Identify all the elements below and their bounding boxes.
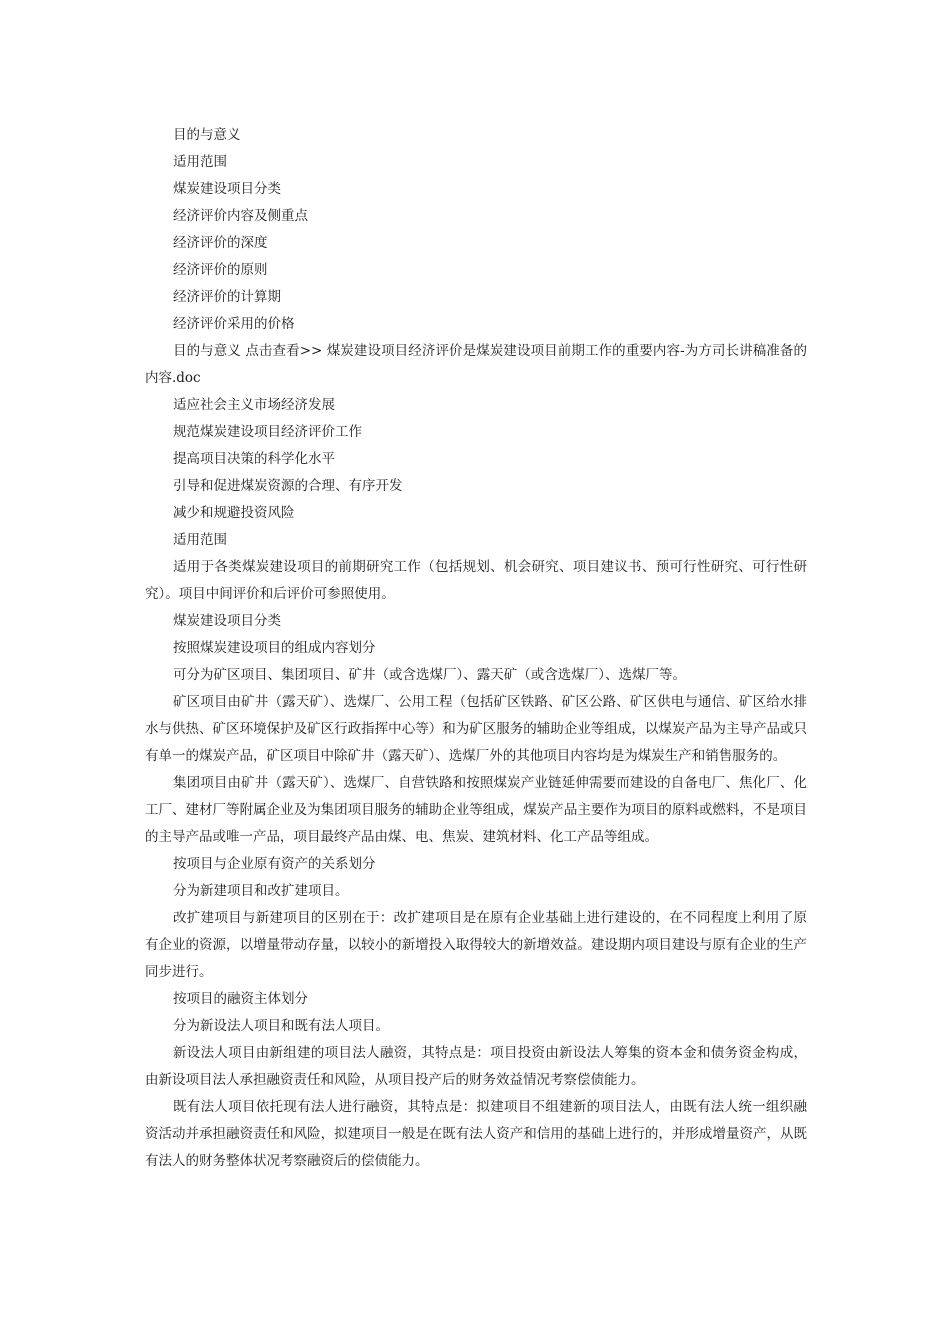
section-heading-classification: 煤炭建设项目分类 <box>173 613 281 629</box>
paragraph: 按照煤炭建设项目的组成内容划分 <box>173 640 376 656</box>
toc-item-depth: 经济评价的深度 <box>173 235 268 251</box>
paragraph: 适应社会主义市场经济发展 <box>173 397 335 413</box>
toc-item-purpose: 目的与意义 <box>173 127 241 143</box>
paragraph: 可分为矿区项目、集团项目、矿井（或含选煤厂）、露天矿（或含选煤厂）、选煤厂等。 <box>173 667 686 683</box>
toc-item-classification: 煤炭建设项目分类 <box>173 181 281 197</box>
paragraph: 减少和规避投资风险 <box>173 505 295 521</box>
paragraph: 矿区项目由矿井（露天矿）、选煤厂、公用工程（包括矿区铁路、矿区公路、矿区供电与通信、矿区给水排水与供热、矿区环境保护及矿区行政指挥中心等）和为矿区服务的辅助企业等组成，以煤炭产品为主导产品或只有单一的煤炭产品，矿区项目中除矿井（露天矿）、选煤厂外的其他项目内容均是为煤炭生产和销售服务的。 <box>145 694 807 764</box>
paragraph: 改扩建项目与新建项目的区别在于：改扩建项目是在原有企业基础上进行建设的，在不同程度上利用了原有企业的资源，以增量带动存量，以较小的新增投入取得较大的新增效益。建设期内项目建设与原有企业的生产同步进行。 <box>145 910 807 980</box>
paragraph: 分为新设法人项目和既有法人项目。 <box>173 1018 389 1034</box>
toc-item-content: 经济评价内容及侧重点 <box>173 208 308 224</box>
toc-item-price: 经济评价采用的价格 <box>173 316 295 332</box>
toc-item-scope: 适用范围 <box>173 154 227 170</box>
paragraph: 提高项目决策的科学化水平 <box>173 451 335 467</box>
paragraph: 集团项目由矿井（露天矿）、选煤厂、自营铁路和按照煤炭产业链延伸需要而建设的自备电厂、焦化厂、化工厂、建材厂等附属企业及为集团项目服务的辅助企业等组成，煤炭产品主要作为项目的原料或燃料，不是项目的主导产品或唯一产品，项目最终产品由煤、电、焦炭、建筑材料、化工产品等组成。 <box>145 775 807 845</box>
paragraph: 适用于各类煤炭建设项目的前期研究工作（包括规划、机会研究、项目建议书、预可行性研究、可行性研究）。项目中间评价和后评价可参照使用。 <box>145 559 807 602</box>
toc-item-principles: 经济评价的原则 <box>173 262 268 278</box>
paragraph: 分为新建项目和改扩建项目。 <box>173 883 349 899</box>
paragraph: 新设法人项目由新组建的项目法人融资，其特点是：项目投资由新设法人筹集的资本金和债务资金构成，由新设项目法人承担融资责任和风险，从项目投产后的财务效益情况考察偿债能力。 <box>145 1045 807 1088</box>
paragraph: 按项目的融资主体划分 <box>173 991 308 1007</box>
section-heading-scope: 适用范围 <box>173 532 227 548</box>
document-body <box>145 122 807 1175</box>
paragraph: 规范煤炭建设项目经济评价工作 <box>173 424 362 440</box>
paragraph: 按项目与企业原有资产的关系划分 <box>173 856 376 872</box>
toc-item-period: 经济评价的计算期 <box>173 289 281 305</box>
paragraph: 引导和促进煤炭资源的合理、有序开发 <box>173 478 403 494</box>
paragraph: 既有法人项目依托现有法人进行融资，其特点是：拟建项目不组建新的项目法人，由既有法人统一组织融资活动并承担融资责任和风险，拟建项目一般是在既有法人资产和信用的基础上进行的，并形成增量资产，从既有法人的财务整体状况考察融资后的偿债能力。 <box>145 1099 807 1169</box>
paragraph-purpose-link: 目的与意义 点击查看>> 煤炭建设项目经济评价是煤炭建设项目前期工作的重要内容-为方司长讲稿准备的内容.doc <box>145 343 807 386</box>
